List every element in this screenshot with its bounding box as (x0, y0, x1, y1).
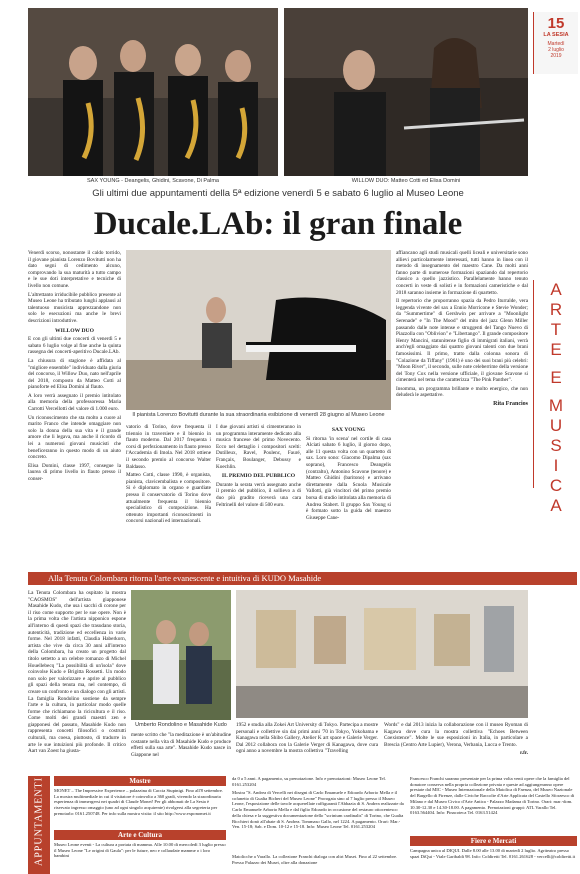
pianist-caption: Il pianista Lorenzo Bovitutti durante la sua straordinaria esibizione di venerdì 28 giugno al Museo Leone (132, 412, 385, 418)
banner-letter: C (549, 476, 563, 495)
page-number: 15 (547, 15, 565, 32)
banner-letter: R (549, 300, 563, 319)
willow-duo-photo (284, 8, 528, 176)
kudo-column-2 (131, 732, 231, 768)
banner-letter: E (550, 340, 562, 359)
article-headline: Ducale.LAb: il gran finale (93, 206, 463, 242)
kudo-signature: r.fr. (520, 750, 528, 757)
paragraph: La Tenuta Colombara ha ospitato la mostra "CAOSMOS" dell'artista giapponese Masahide Kudo, che usa i sacchi di corone per il riso come supporto per le sue opere. Non è la prima volta che l'artista nipponico espone all'interno di questi spazi che trasudano storia, autenticità, tradizione ed eccellenza in varie forme. Nel 2018 infatti, Claudia Haberkorn, artista che vive da circa 30 anni all'interno della Colombara, ha creato un progetto dal titolo settetto a un celebre romanzo di Michel Houellebecq "La possibilità di un'isola" dove coinvolse Kudo e Brigitta Rossetti. Un modo non solo per valorizzare e aprire al pubblico gli spazi della tenuta ma, nel contempo, di creare un confronto e un dialogo con gli artisti. La famiglia Rondolino sostiene da sempre l'arte e la cultura, in particolar modo quelle forme che richiamano la ricicultura e il riso. Come molti dei grandi maestri zen e giapponesi del passato, Masahide Kudo non rappresenta concetti filosofici o costrutti culturali, ma coesa, piuttosto, di tradurre in arte le sue intuizioni più profonde. Il critico Aart van Zoest ha giusta- (28, 590, 126, 755)
willow-duo-caption: WILLOW DUO: Matteo Cotti ed Elisa Domini (351, 178, 461, 184)
article-column-4 (306, 424, 391, 568)
paragraph: Un riconoscimento che sta molto a cuore al marito Franco che intende omaggiare non solo la donna della sua vita e il grande amore che li legava, ma anche il ricordo di lei a numerosi giovani musicisti che beneficeranno in questo modo di un aiuto concreto. (28, 414, 121, 461)
article-column-3 (216, 424, 301, 568)
date-line-1: Martedì (547, 41, 565, 47)
sax-young-caption: SAX YOUNG - Deangelis, Ghidini, Scavone, Di Palma (87, 178, 219, 184)
paragraph: Elisa Domini, classe 1997, consegue la laurea di primo livello in flauto presso il conser- (28, 462, 121, 482)
kudo-column-4 (384, 722, 528, 768)
pianist-photo-art (126, 250, 391, 410)
appuntamenti-item-c1: Francesco Franchi saranno presentate per la prima volta venti opere che la famiglia del donatore conserva nella propria collezione privata e queste ad aggiungeranno opere prestate dal MIC - Museo Internazionale della Maiolica di Faenza, del Museo Nazionale del Bargello di Firenze, dalle Civiche Raccolte d'Arte Applicata del Castello Sforzesco di Milano e dal Museo Civico d'Arte Antica - Palazzo Madama di Torino. Orari: mar.-dom. 10.30-12.30 e 14.30-18.00. A pagamento. Prenotazioni gruppi: ATL Varallo Tel. 0163.564404. Info: Pinacoteca Tel. 0163.51424 (410, 776, 575, 816)
paragraph: L'altrettanto irriducibile pubblico presente al Museo Leone ha tributato lunghi applausi al talentuoso musicista apprezzandone non solo le esecuzioni ma anche le brevi descrizioni introduttive. (28, 291, 121, 324)
paragraph: Venerdì scorso, nonostante il caldo torrido, il giovane pianista Lorenzo Bovitutti non ha dato segni di cedimento alcuno, comprovando la sua maturità a tutto campo e le sue doti interpretative e tecniche di livello non comune. (28, 250, 121, 289)
willow-duo-photo-art (284, 8, 528, 176)
appuntamenti-item-b3: Maiolicche a Varallo. La collezione Franchi dialoga con altri Musei. Fino al 22 settembre. Presso Palazzo dei Musei, oltre alla donazione (232, 854, 398, 865)
mostre-item-monet: MONET – The Impressive Experience – palazzina di Caccia Stupinigi. Fino all'8 settembre. La mostra multimediale in cui il visitatore è coinvolto a 360 gradi, vivendo la straordinaria esperienza di immergersi nei quadri di Claude Monet! Per gli abbonati de La Sesia è riservato ingresso omaggio (uno ad ogni singolo acquirente) rivolgersi alla segreteria per prenotarlo: 0161.250748. Per info sulla mostra visita: il sito http://www.exponomet.it (54, 788, 224, 816)
paragraph: Words" e dal 2013 inizia la collaborazione con il museo Ryoman di Kagawa dove cura la mostra collettiva "Echoes Between Coexistence". Molte le sue esposizioni in Italia, in particolare a Brescia (Centro Arte Lupier), Verona, Verbania, Lucca e Trento. (384, 722, 528, 748)
banner-letter: M (548, 396, 564, 415)
banner-letter: A (550, 496, 562, 515)
article-column-2 (126, 424, 211, 568)
sax-young-photo-art (28, 8, 278, 176)
paragraph: Matteo Cotti, classe 1990, è organista, pianista, clavicembalista e compositore. Si è diplomato in organo e guardiate presso il conservatorio di Torino dove attualmente frequenta il biennio specialistico di composizione. Ha ottenuto importanti riconoscimenti in concorsi nazionali ed internazionali. (126, 472, 211, 525)
paragraph: La chiusura di stagione è affidata al "migliore ensemble" individuato dalla giuria del concorso, il Willow Duo, nato nell'aprile del 2018, composto da Matteo Cotti al pianoforte ed Elisa Domini al flauto. (28, 357, 121, 391)
kudo-banner-title: Alla Tenuta Colombara ritorna l'arte evanescente e intuitiva di KUDO Masahide (48, 573, 322, 583)
paragraph: Durante la serata verrà assegnato anche il premio del pubblico, il sollievo a di duo più gradito riceverà una cara Feltrinelli del valore di 500 euro. (216, 481, 301, 508)
arte-cultura-header: Arte e Cultura (54, 830, 226, 840)
subheading-premio: IL PREMIO DEL PUBBLICO (221, 473, 296, 480)
paragraph: Il repertorio che proporranno spazia da Pedro Iturralde, vera leggenda vivente del sax a Ennio Morricone e Stevie Wonder; da "Summertime" di Gershwin per arrivare a "Moonlight Serenade" e "In The Mood" del mito del jazz Glenn Miller passando dalle note intense e struggenti del Tango Nuevo di Piazzolla con "Oblivion" e "Libertango". Il grande compositore Henry Mancini, statunitense figlio di immigrati italiani, verrà anch'egli omaggiato dai quattro giovani talenti con due brani famosissimi. Il primo, tratto dalla colonna sonora di "Colazione da Tiffany" (1961) è uno dei suoi brani più celebri: "Moon River", il secondo, sulle note celeberrime della versione del Tony Cox nella versione ufficiale, il giovane Scavone si cimenterà nel tema che caratterizza "The Pink Panther". (396, 298, 528, 384)
article-column-1 (28, 250, 121, 568)
article-kicker: Gli ultimi due appuntamenti della 5ª edizione venerdì 5 e sabato 6 luglio al Museo Leone (92, 188, 464, 199)
paragraph: I due giovani artisti si cimenteranno in un programma interamente dedicato alla musica francese del primo Novecento. Ecco nel dettaglio i compositori scelti: Dutilleux, Ravel, Poulenc, Fauré, Françaix, Boulanger, Debussy e Koechlin. (216, 424, 301, 470)
paper-name: LA SESIA (543, 32, 569, 38)
paragraph: Si ritorna 'in scena' nel cortile di casa Alciati sabato 6 luglio, il giorno dopo, alle 11 questa volta con un quartetto di sax. Loro sono: Giacomo Dipalma (sax soprano), Francesco Deangelis (contralto), Antonino Scavone (tenore) e Matteo Ghidini (baritono) e arrivano direttamente dalla Scuola Musicale Vallotti, già vincitori del primo premio borsa di studio intitolata alla memoria di Andrea Stabert. Il gruppo Sax Young si è formato sotto la guida del maestro Giuseppe Cane- (306, 435, 391, 521)
rondolino-kudo-caption: Umberto Rondolino e Masahide Kudo (135, 722, 227, 728)
appuntamenti-sidebar (28, 776, 50, 874)
appuntamenti-item-b2: Mostra "S. Andrea di Vercelli nei disegni di Carlo Emanuele e Edoardo Arborio Mella e il cofanetto di Gualta Bicheri del Museo Leone" Prorogata sino al 7 luglio presso il Museo Leone, l'esposizione delle tavole acquerellate raffiguranti l'Abbazia di S. Andrea realizzate da Carlo Emanuele Arborio Mella e dal figlio Edoardo in occasione del restauro ottocentesco della chiesa e la suggestiva documentazione dello "scrinium cardinalis" di Torino, che Gualta Bicchieri donò all'abate di S. Andrea. Tommaso Gallo, nel 1224. A pagamento. Orari: Mar.-Ven. 15-18; Sab. e Dom. 10-12 e 15-18. Info: Museo Leone Tel. 0161.253204 (232, 790, 404, 830)
banner-letter: U (549, 416, 563, 435)
arte-item-museo-leone: Museo Leone eventi - La cultura a portata di mamma. Alle 10.00 di mercoledì 3 luglio presso il Museo Leone "Le origini di Gaula": per le future, neo e collaudate mamme o i loro bambini (54, 842, 226, 859)
article-column-5 (396, 250, 528, 568)
subheading-sax-young: SAX YOUNG (331, 427, 366, 433)
caosmos-gallery-photo-art (236, 590, 528, 718)
banner-letter: T (550, 320, 562, 339)
fiere-mercati-header: Fiere e Mercati (410, 836, 577, 846)
article-signature: Rita Francios (493, 401, 528, 408)
rondolino-kudo-photo-art (131, 590, 231, 720)
pianist-photo (126, 250, 391, 410)
appuntamenti-label: APPUNTAMENTI (33, 777, 45, 866)
mostre-header: Mostre (54, 776, 226, 786)
subheading-willow-duo: WILLOW DUO (55, 327, 94, 334)
appuntamenti-item-b1: da 0 a 5 anni. A pagamento, su prenotazione. Info e prenotazioni: Museo Leone Tel. 0161.253204 (232, 776, 386, 787)
banner-letter: A (550, 280, 562, 299)
paragraph: E con gli ultimi due concerti di venerdì 5 e sabato 6 luglio volge al fine anche la quinta rassegna dei concerti-aperitivo Ducale.LAb. (28, 336, 121, 356)
kudo-column-3 (236, 722, 378, 768)
date-line-2: 2 luglio (548, 47, 564, 53)
paragraph: 1952 e studia alla Zokei Art University di Tokyo. Partecipa a mostre personali e collettive sin dai primi anni '70 in Tokyo, Yokohama e Kanagawa nella Shibo Gallery, Atelier K art space e Galerie Verger. Dal 2012 collabora con la Galerie Verger di Kanagawa, dove cura ogni anno a novembre la mostra collettiva "Travelling (236, 722, 378, 755)
kudo-banner (28, 572, 577, 585)
banner-letter: S (550, 436, 562, 455)
paragraph: affiancano agli studi musicali quelli liceali e universitarie sono allievi particolarmente interessati, tutti hanno in linea con il metodo di insegnamento del maestro Cane. Da molti anni fanno parte di numerose formazioni spaziando dal repertorio classico a quello jazzistico. Parallelamente hanno tenuto concerti in veste di solisti e in formazioni cameristiche e dal 2018 saranno insieme in formazione di quartetto. (396, 250, 528, 296)
kudo-column-1 (28, 590, 126, 760)
banner-letter: E (550, 368, 562, 387)
page-header-box (533, 12, 578, 74)
caosmos-gallery-photo (236, 590, 528, 718)
fiere-item-diqui: Campagna unica al DIQUI. Dalle 8.00 alle 13.00 di martedì 2 luglio. Agriteatro presso spazi DiQui - Viale Garibaldi 98. Info: Coldiretti Tel. 0161.261628 - vercelli@coldiretti.it (410, 848, 576, 859)
arte-musica-banner (533, 280, 578, 515)
paragraph: mente scritto che "la meditazione è un'abitudine costante nella vita di Masahide Kudo e produce effetti sulla sua arte". Masahide Kudo nasce in Giappone nel (131, 732, 231, 758)
paragraph: Insomma, un programma brillante e molto energico, che non deluderà le aspettative. (396, 385, 528, 399)
sax-young-photo (28, 8, 278, 176)
date-line-3: 2019 (550, 53, 562, 59)
banner-letter: I (553, 456, 559, 475)
paragraph: A loro verrà assegnato il premio intitolato alla memoria della professoressa Maria Carrotti Vercellotti del valore di 1.000 euro. (28, 392, 121, 413)
rondolino-kudo-photo (131, 590, 231, 720)
paragraph: vatorio di Torino, dove frequenta il triennio in traversiere e il biennio in flauto moderno. Dal 2017 frequenta i corsi di perfezionamento in flauto presso l'Accademia di Imola. Nel 2018 ottiene il secondo premio al concorso Walter Baldasso. (126, 424, 211, 470)
